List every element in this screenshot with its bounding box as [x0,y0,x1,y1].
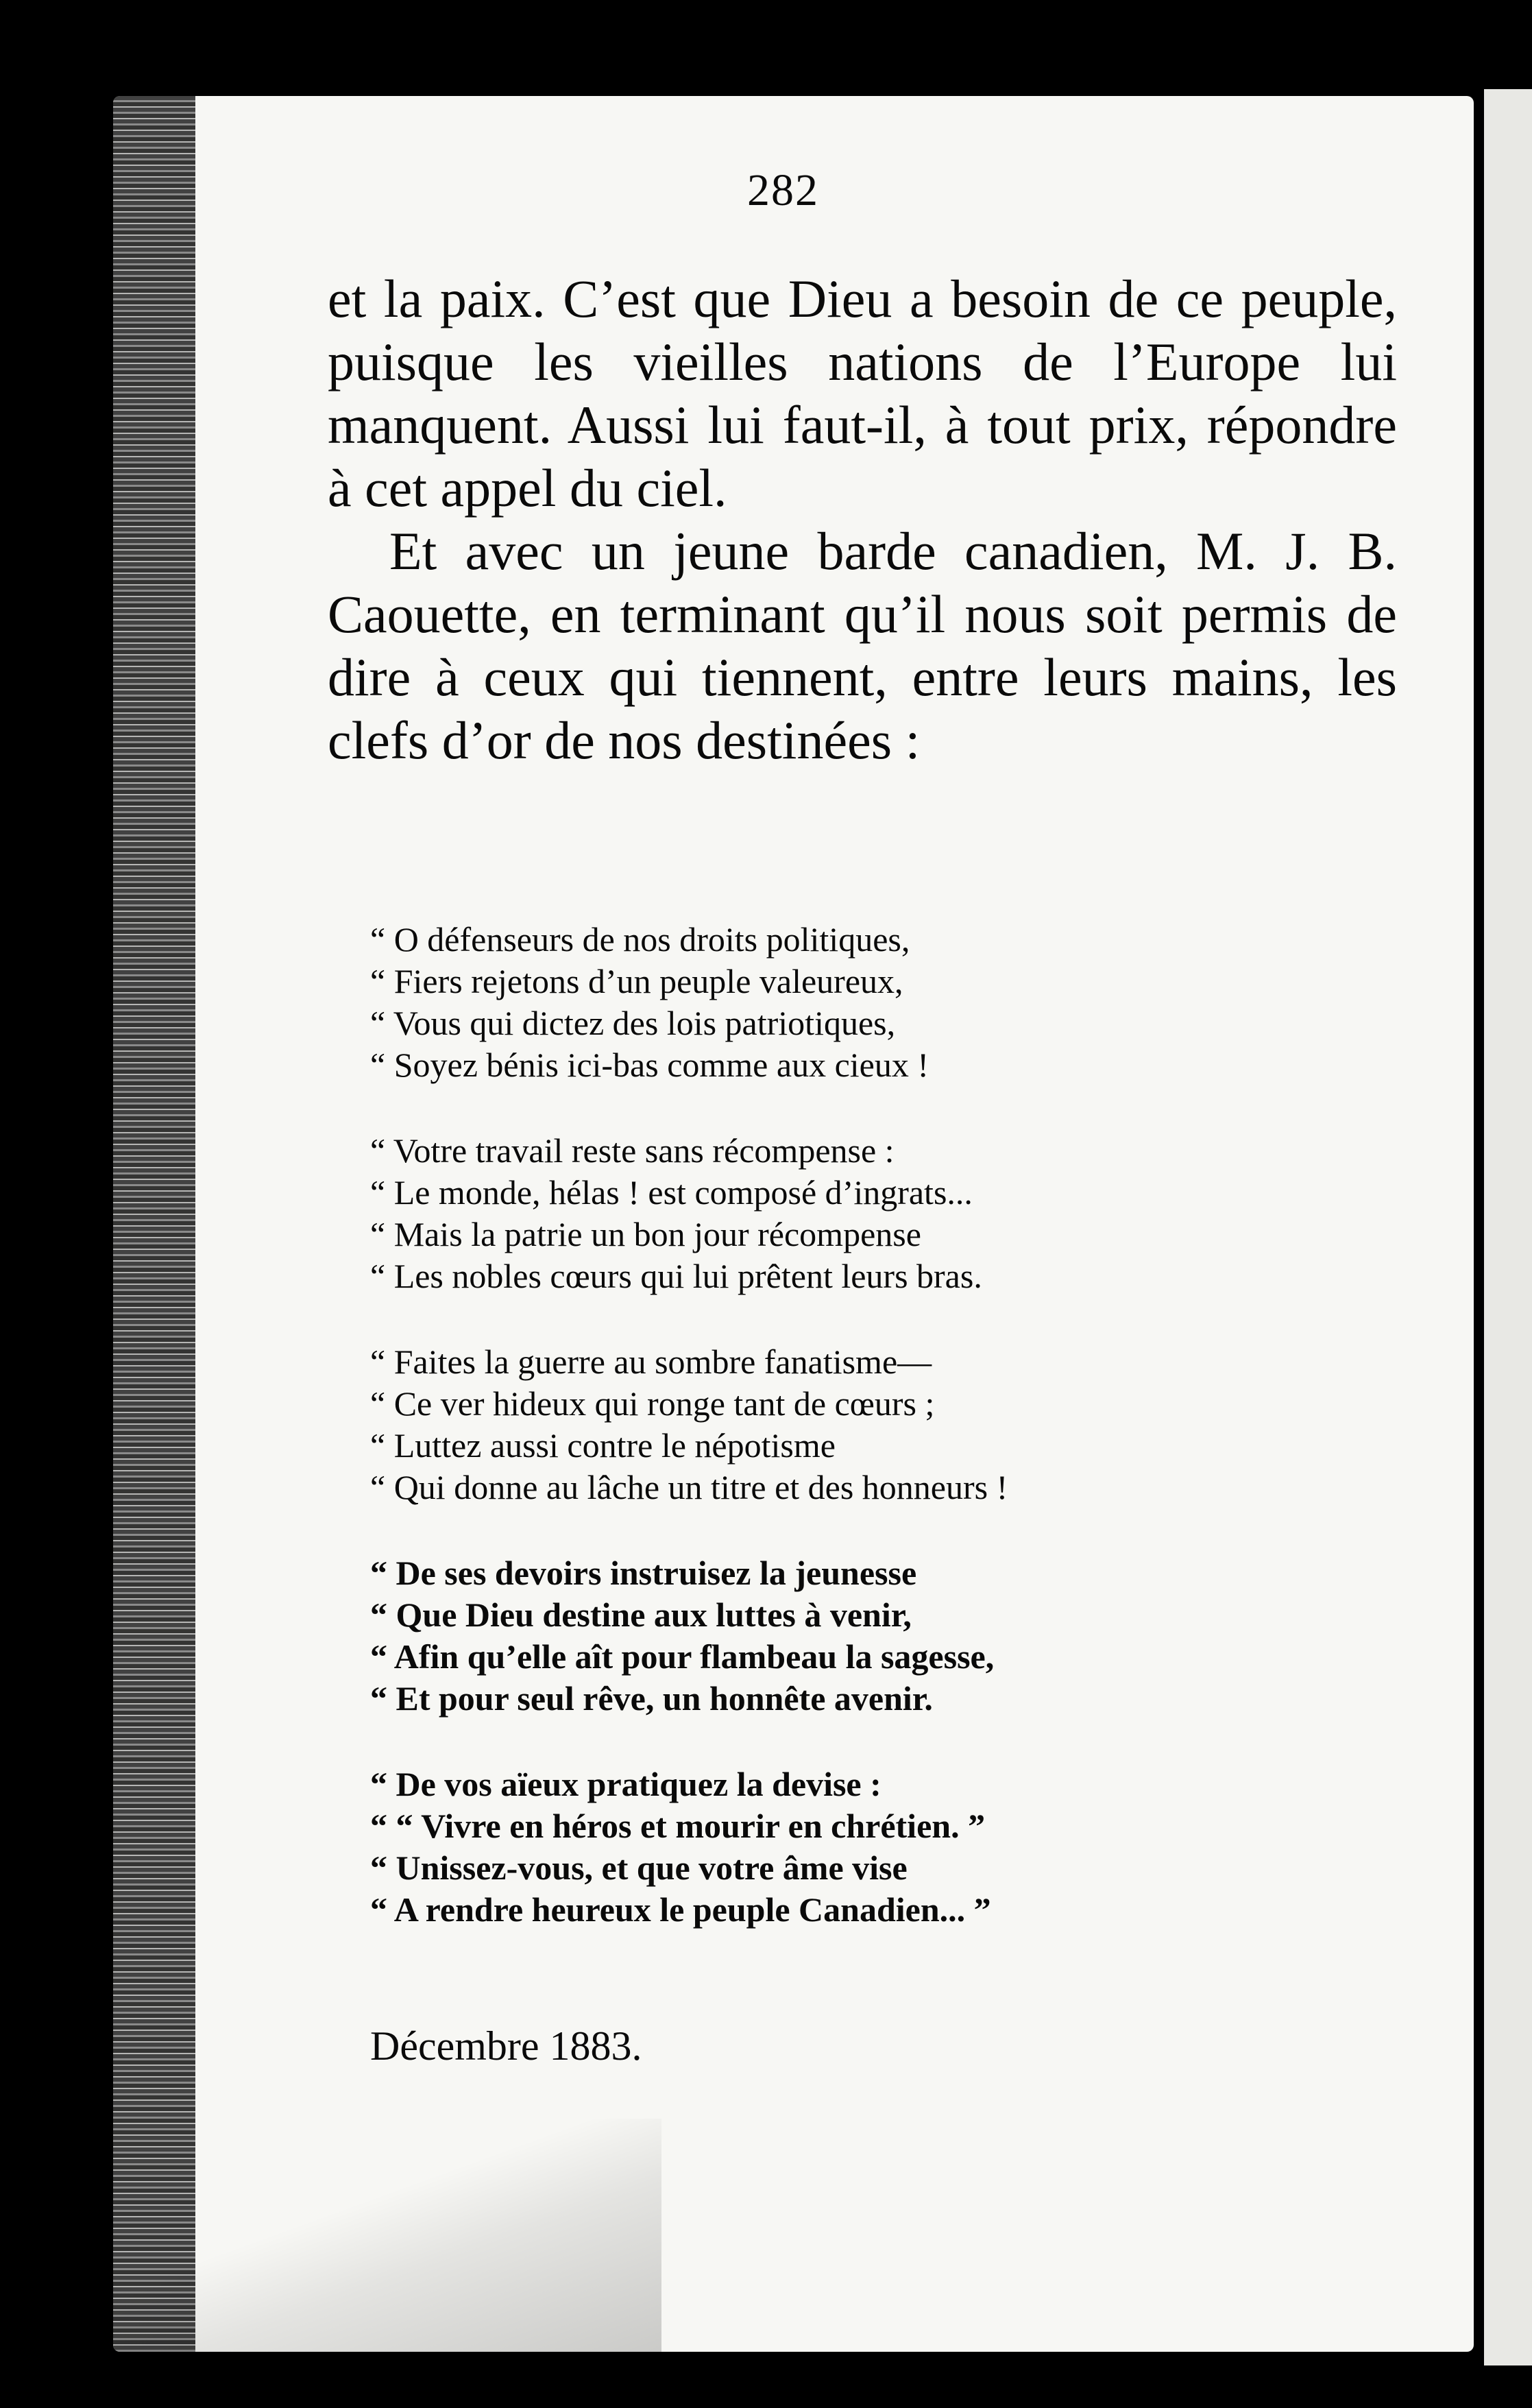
paragraph: Et avec un jeune barde canadien, M. J. B. Caouette, en terminant qu’il nous soit permis de dire à ceux qui tiennent, entre leurs mains, les clefs d’or de nos destinées : [328,521,1397,770]
poem-line: “ Faites la guerre au sombre fanatisme— [370,1343,932,1381]
poem-line: “ Mais la patrie un bon jour récompense [370,1215,921,1253]
prose-body [328,267,1397,772]
poem-line: “ Que Dieu destine aux luttes à venir, [370,1596,912,1634]
stanza [370,1763,1385,1931]
page-stain [113,2119,661,2352]
poem-line: “ Afin qu’elle aît pour flambeau la sagesse, [370,1637,995,1676]
stanza [370,1130,1385,1297]
stanza [370,1341,1385,1508]
date-line: Décembre 1883. [370,2023,642,2069]
poem-line: “ Votre travail reste sans récompense : [370,1131,895,1170]
poem-line: “ De vos aïeux pratiquez la devise : [370,1765,881,1803]
poem-line: “ Vous qui dictez des lois patriotiques, [370,1004,896,1042]
poem-line: “ O défenseurs de nos droits politiques, [370,920,910,959]
poem-line: “ De ses devoirs instruisez la jeunesse [370,1554,917,1592]
poem-line: “ A rendre heureux le peuple Canadien... ” [370,1890,991,1929]
poem [370,919,1385,1975]
poem-line: “ Et pour seul rêve, un honnête avenir. [370,1679,933,1718]
page-binding-shadow [113,96,195,2352]
page-number: 282 [747,165,819,215]
poem-line: “ Ce ver hideux qui ronge tant de cœurs ; [370,1384,935,1423]
stanza [370,919,1385,1086]
poem-line: “ Qui donne au lâche un titre et des honneurs ! [370,1468,1008,1506]
poem-line: “ Unissez-vous, et que votre âme vise [370,1849,908,1887]
poem-line: “ Soyez bénis ici-bas comme aux cieux ! [370,1046,929,1084]
paragraph: et la paix. C’est que Dieu a besoin de ce peuple, puisque les vieilles nations de l’Europe lui manquent. Aussi lui faut-il, à tout prix, répondre à cet appel du ciel. [328,269,1397,518]
poem-line: “ Luttez aussi contre le népotisme [370,1426,836,1465]
poem-line: “ “ Vivre en héros et mourir en chrétien. ” [370,1807,986,1845]
poem-line: “ Fiers rejetons d’un peuple valeureux, [370,962,903,1000]
poem-line: “ Les nobles cœurs qui lui prêtent leurs bras. [370,1257,982,1295]
adjacent-page-edge [1484,89,1532,2365]
stanza [370,1552,1385,1720]
poem-line: “ Le monde, hélas ! est composé d’ingrats... [370,1173,973,1212]
